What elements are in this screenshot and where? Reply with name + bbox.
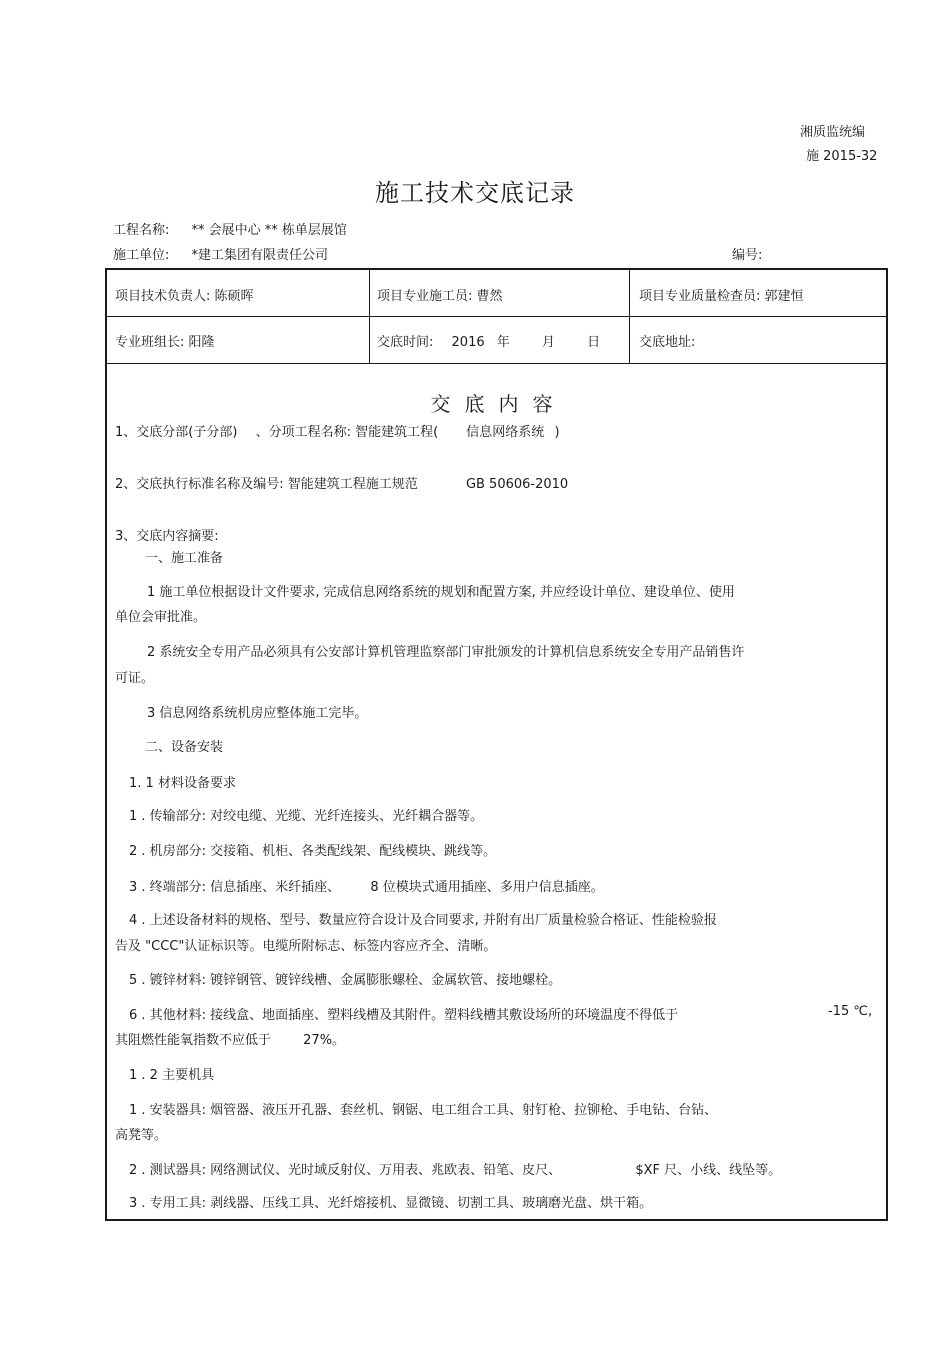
handover-year: 2016 bbox=[451, 335, 485, 350]
construction-unit-label: 施工单位: bbox=[113, 248, 170, 263]
tools-1-line-1: 1 . 安装器具: 烟管器、液压开孔器、套丝机、钢锯、电工组合工具、射钉枪、拉铆枪、手电钻、台钻、 bbox=[129, 1103, 718, 1118]
record-number-label: 编号: bbox=[732, 248, 763, 263]
material-3 bbox=[129, 876, 604, 895]
material-4-line-1: 4 . 上述设备材料的规格、型号、数量应符合设计及合同要求, 并附有出厂质量检验合格证、性能检验报 bbox=[129, 913, 717, 928]
team-leader-cell: 专业班组长: 阳隆 bbox=[115, 335, 215, 350]
item-1-close: ) bbox=[554, 425, 560, 440]
tools-2-part-b: $XF 尺、小线、线坠等。 bbox=[635, 1163, 782, 1178]
material-3-part-b: 8 位模块式通用插座、多用户信息插座。 bbox=[370, 880, 604, 895]
handover-time-cell bbox=[377, 331, 600, 350]
item-2-standard-code: GB 50606-2010 bbox=[465, 477, 569, 492]
table-row-divider bbox=[107, 316, 886, 317]
material-6-oxygen-index-label: 其阻燃性能氧指数不应低于 bbox=[115, 1033, 272, 1048]
construction-unit-row bbox=[113, 244, 328, 263]
material-6-line-1: 6 . 其他材料: 接线盒、地面插座、塑料线槽及其附件。塑料线槽其敷设场所的环境温度不得低于 bbox=[129, 1008, 679, 1023]
construction-unit-value: *建工集团有限责任公司 bbox=[191, 248, 329, 263]
item-3: 3、交底内容摘要: bbox=[115, 529, 219, 544]
material-3-part-a: 3 . 终端部分: 信息插座、米纤插座、 bbox=[129, 880, 341, 895]
item-1-system: 信息网络系统 bbox=[466, 425, 545, 440]
prep-3: 3 信息网络系统机房应整体施工完毕。 bbox=[147, 706, 368, 721]
form-code-line2: 施 2015-32 bbox=[806, 149, 878, 164]
tools-2 bbox=[129, 1159, 781, 1178]
sub-1-heading: 1. 1 材料设备要求 bbox=[129, 776, 236, 791]
month-unit: 月 bbox=[541, 335, 555, 350]
construction-staff-cell: 项目专业施工员: 曹然 bbox=[377, 289, 503, 304]
table-row-divider bbox=[107, 363, 886, 364]
section-title: 交底内容 bbox=[430, 392, 567, 416]
material-6-line-2 bbox=[115, 1029, 345, 1048]
item-2-standard-name: 2、交底执行标准名称及编号: 智能建筑工程施工规范 bbox=[115, 477, 418, 492]
sub-2-heading: 1 . 2 主要机具 bbox=[129, 1068, 215, 1083]
form-code-line1: 湘质监统编 bbox=[800, 125, 866, 140]
material-4-line-2: 告及 "CCC"认证标识等。电缆所附标志、标签内容应齐全、清晰。 bbox=[115, 939, 497, 954]
quality-inspector-cell: 项目专业质量检查员: 郭建恒 bbox=[639, 289, 804, 304]
item-2 bbox=[115, 473, 568, 492]
material-5: 5 . 镀锌材料: 镀锌钢管、镀锌线槽、金属膨胀螺栓、金属软管、接地螺栓。 bbox=[129, 973, 562, 988]
handover-time-label: 交底时间: bbox=[377, 335, 434, 350]
material-6-temperature: -15 ℃, bbox=[828, 1004, 873, 1019]
tools-1-line-2: 高凳等。 bbox=[115, 1128, 168, 1143]
tools-3: 3 . 专用工具: 剥线器、压线工具、光纤熔接机、显微镜、切割工具、玻璃磨光盘、烘干箱。 bbox=[129, 1196, 653, 1211]
handover-address-cell: 交底地址: bbox=[639, 335, 696, 350]
table-column-divider bbox=[629, 270, 630, 363]
item-1-part-a: 1、交底分部(子分部) bbox=[115, 425, 238, 440]
year-unit: 年 bbox=[496, 335, 510, 350]
project-name-row bbox=[113, 219, 347, 238]
prep-1-line-1: 1 施工单位根据设计文件要求, 完成信息网络系统的规划和配置方案, 并应经设计单位、建设单位、使用 bbox=[147, 585, 735, 600]
tools-2-part-a: 2 . 测试器具: 网络测试仪、光时域反射仪、万用表、兆欧表、铅笔、皮尺、 bbox=[129, 1163, 562, 1178]
part-2-heading: 二、设备安装 bbox=[145, 740, 224, 755]
table-column-divider bbox=[369, 270, 370, 363]
tech-lead-cell: 项目技术负责人: 陈硕晖 bbox=[115, 289, 254, 304]
project-name-label: 工程名称: bbox=[113, 223, 170, 238]
document-title: 施工技术交底记录 bbox=[375, 179, 575, 207]
prep-1-line-2: 单位会审批准。 bbox=[115, 610, 207, 625]
material-1: 1 . 传输部分: 对绞电缆、光缆、光纤连接头、光纤耦合器等。 bbox=[129, 809, 484, 824]
project-name-value: ** 会展中心 ** 栋单层展馆 bbox=[191, 223, 347, 238]
material-2: 2 . 机房部分: 交接箱、机柜、各类配线架、配线模块、跳线等。 bbox=[129, 844, 497, 859]
item-1-part-b: 、分项工程名称: 智能建筑工程( bbox=[255, 425, 439, 440]
day-unit: 日 bbox=[587, 335, 601, 350]
part-1-heading: 一、施工准备 bbox=[145, 551, 224, 566]
handover-record-table bbox=[105, 268, 888, 1221]
item-1 bbox=[115, 421, 560, 440]
prep-2-line-1: 2 系统安全专用产品必须具有公安部计算机管理监察部门审批颁发的计算机信息系统安全专用产品销售许 bbox=[147, 645, 745, 660]
prep-2-line-2: 可证。 bbox=[115, 671, 155, 686]
material-6-oxygen-index-value: 27%。 bbox=[303, 1033, 346, 1048]
